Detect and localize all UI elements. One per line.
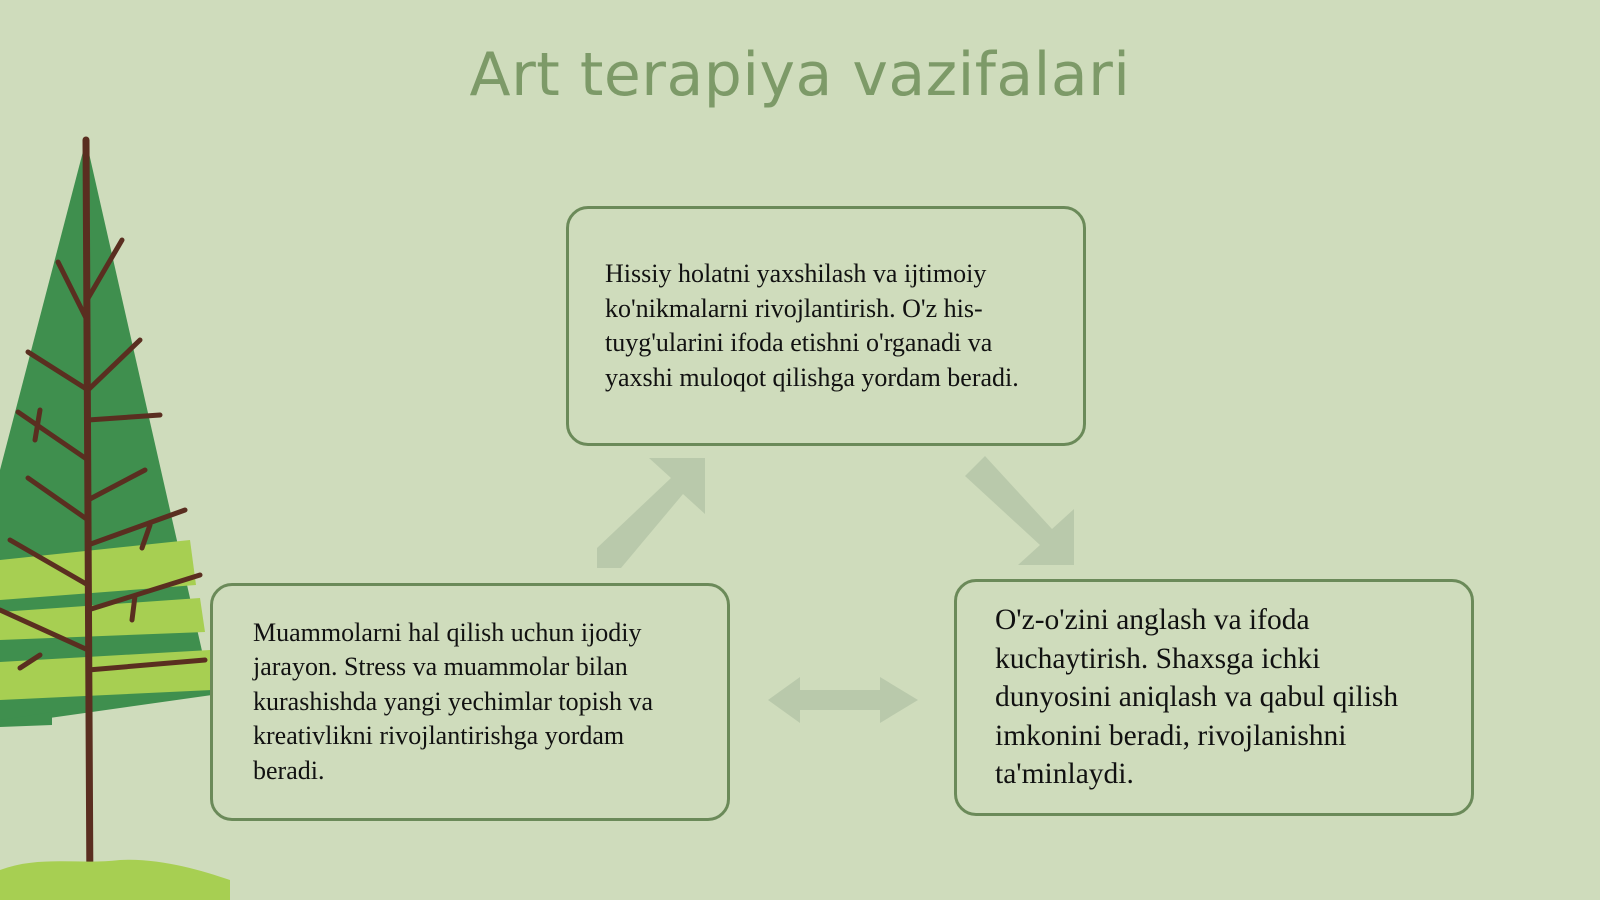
arrow-left-right — [768, 677, 918, 723]
slide-title: Art terapiya vazifalari — [469, 40, 1131, 110]
box-problem-solving — [210, 583, 730, 821]
box-emotional-state-text: Hissiy holatni yaxshilash va ijtimoiy ko'nikmalarni rivojlantirish. O'z his-tuyg'ularini ifoda etishni o'rganadi va yaxshi muloqot qilishga yordam beradi. — [605, 259, 1019, 392]
box-emotional-state — [566, 206, 1086, 446]
box-self-awareness — [954, 579, 1474, 816]
arrow-top-to-right — [965, 456, 1074, 565]
box-problem-solving-text: Muammolarni hal qilish uchun ijodiy jarayon. Stress va muammolar bilan kurashishda yangi yechimlar topish va kreativlikni rivojlantirishga yordam beradi. — [253, 617, 654, 785]
box-self-awareness-text: O'z-o'zini anglash va ifoda kuchaytirish. Shaxsga ichki dunyosini aniqlash va qabul qilish imkonini beradi, rivojlanishni ta'minlaydi. — [995, 604, 1399, 791]
arrow-left-to-top — [597, 458, 705, 568]
